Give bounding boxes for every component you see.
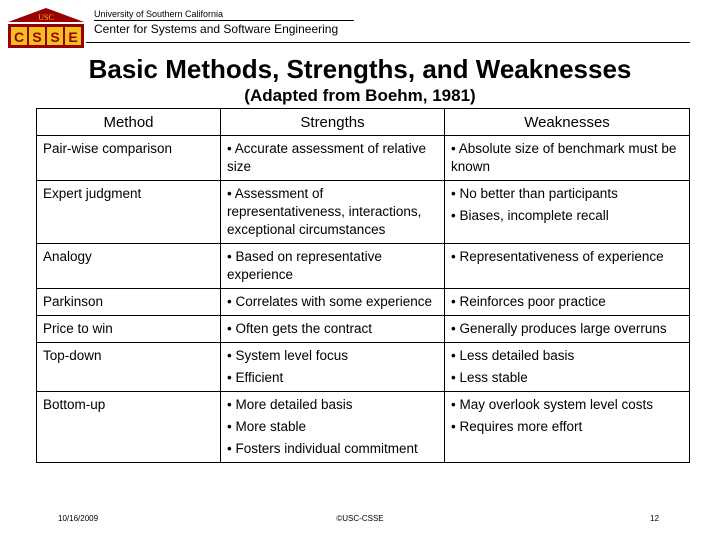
strengths-cell — [221, 289, 445, 316]
logo-letter-e: E — [68, 29, 78, 45]
strengths-cell — [221, 136, 445, 181]
method-cell: Parkinson — [37, 289, 221, 316]
strength-item: • More stable — [227, 419, 307, 434]
weaknesses-cell — [445, 289, 690, 316]
weaknesses-cell — [445, 136, 690, 181]
header-weaknesses: Weaknesses — [445, 109, 690, 136]
strength-item: • Accurate assessment of relative size — [227, 141, 427, 174]
footer-org: ©USC-CSSE — [336, 514, 384, 523]
weaknesses-cell — [445, 244, 690, 289]
strengths-cell — [221, 343, 445, 392]
strengths-cell — [221, 392, 445, 463]
strengths-cell — [221, 316, 445, 343]
slide-title: Basic Methods, Strengths, and Weaknesses — [88, 54, 632, 84]
strength-item: • Based on representative experience — [227, 249, 382, 282]
strength-item: • Correlates with some experience — [227, 294, 433, 309]
header-rule-top — [94, 20, 354, 21]
logo-letter-s1: S — [32, 29, 42, 45]
weakness-item: • Biases, incomplete recall — [451, 208, 609, 223]
weakness-item: • Requires more effort — [451, 419, 583, 434]
table-row — [37, 181, 690, 244]
header-rule-bottom — [86, 42, 690, 43]
method-cell: Analogy — [37, 244, 221, 289]
method-cell: Pair-wise comparison — [37, 136, 221, 181]
weakness-item: • Less stable — [451, 370, 528, 385]
strength-item: • More detailed basis — [227, 397, 353, 412]
weakness-item: • No better than participants — [451, 186, 618, 201]
weakness-item: • Generally produces large overruns — [451, 321, 667, 336]
header-method: Method — [37, 109, 221, 136]
table-row — [37, 289, 690, 316]
weakness-item: • Representativeness of experience — [451, 249, 664, 264]
logo-usc-text: USC — [38, 13, 54, 22]
weakness-item: • Less detailed basis — [451, 348, 575, 363]
logo-letter-s2: S — [50, 29, 60, 45]
table-row — [37, 136, 690, 181]
table-row — [37, 392, 690, 463]
usc-csse-logo — [6, 6, 86, 50]
center-name: Center for Systems and Software Engineering — [94, 22, 339, 36]
weaknesses-cell — [445, 343, 690, 392]
page-number: 12 — [650, 514, 659, 523]
method-cell: Expert judgment — [37, 181, 221, 244]
logo-graphic — [6, 6, 86, 50]
university-name: University of Southern California — [94, 9, 224, 19]
footer-date: 10/16/2009 — [58, 514, 99, 523]
slide-subtitle: (Adapted from Boehm, 1981) — [244, 86, 476, 105]
weaknesses-cell — [445, 181, 690, 244]
strength-item: • Fosters individual commitment — [227, 441, 418, 456]
method-cell: Price to win — [37, 316, 221, 343]
strength-item: • Often gets the contract — [227, 321, 373, 336]
header-strengths: Strengths — [221, 109, 445, 136]
logo-letter-c: C — [13, 29, 25, 45]
strengths-cell — [221, 244, 445, 289]
weaknesses-cell — [445, 316, 690, 343]
method-cell: Bottom-up — [37, 392, 221, 463]
table-row — [37, 343, 690, 392]
strength-item: • Efficient — [227, 370, 284, 385]
strength-item: • System level focus — [227, 348, 349, 363]
weaknesses-cell — [445, 392, 690, 463]
table-header-row — [37, 109, 690, 136]
strengths-cell — [221, 181, 445, 244]
weakness-item: • Absolute size of benchmark must be known — [451, 141, 677, 174]
table-row — [37, 244, 690, 289]
strength-item: • Assessment of representativeness, interactions, exceptional circumstances — [227, 186, 422, 237]
weakness-item: • May overlook system level costs — [451, 397, 654, 412]
method-cell: Top-down — [37, 343, 221, 392]
methods-table — [36, 108, 690, 463]
weakness-item: • Reinforces poor practice — [451, 294, 606, 309]
table-row — [37, 316, 690, 343]
